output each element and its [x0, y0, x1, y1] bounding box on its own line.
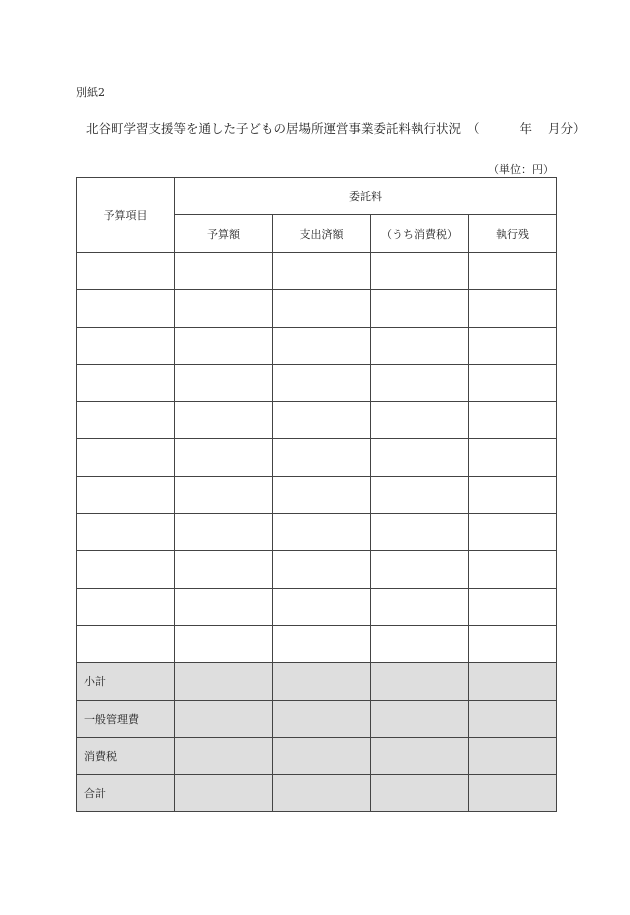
period-month: 月分） [548, 121, 586, 136]
table-cell [175, 290, 273, 327]
table-cell [273, 327, 371, 364]
table-cell [371, 625, 469, 662]
summary-label: 一般管理費 [77, 700, 175, 737]
table-cell [175, 625, 273, 662]
table-cell [77, 364, 175, 401]
summary-cell [175, 663, 273, 700]
table-row [77, 290, 557, 327]
header-budget-item: 予算項目 [77, 178, 175, 253]
table-row [77, 588, 557, 625]
table-row [77, 253, 557, 290]
table-cell [371, 439, 469, 476]
header-remaining: 執行残 [469, 215, 557, 253]
table-cell [469, 514, 557, 551]
table-cell [469, 476, 557, 513]
table-row [77, 551, 557, 588]
table-cell [175, 402, 273, 439]
unit-note: （単位：円） [488, 163, 554, 176]
summary-cell [371, 700, 469, 737]
header-commission-fee: 委託料 [175, 178, 557, 215]
table-cell [175, 364, 273, 401]
summary-cell [273, 663, 371, 700]
table-cell [175, 476, 273, 513]
attachment-label: 別紙2 [76, 86, 105, 99]
table-row [77, 514, 557, 551]
summary-label: 小計 [77, 663, 175, 700]
table-cell [371, 290, 469, 327]
table-cell [77, 625, 175, 662]
header-row-1 [77, 178, 557, 215]
table-cell [273, 253, 371, 290]
table-cell [175, 514, 273, 551]
summary-cell [175, 775, 273, 812]
table-cell [273, 364, 371, 401]
table-cell [77, 290, 175, 327]
table-cell [175, 551, 273, 588]
summary-cell [371, 737, 469, 774]
table-cell [77, 551, 175, 588]
summary-cell [175, 700, 273, 737]
summary-row [77, 663, 557, 700]
summary-cell [371, 663, 469, 700]
table-cell [175, 439, 273, 476]
summary-row [77, 737, 557, 774]
table-cell [175, 588, 273, 625]
table-cell [273, 402, 371, 439]
header-paid-amount: 支出済額 [273, 215, 371, 253]
table-cell [77, 439, 175, 476]
table-cell [371, 514, 469, 551]
table-cell [469, 439, 557, 476]
table-cell [469, 253, 557, 290]
summary-cell [469, 700, 557, 737]
summary-cell [469, 775, 557, 812]
period-year: 年 [519, 121, 533, 136]
table-cell [469, 402, 557, 439]
table-cell [371, 327, 469, 364]
table-row [77, 327, 557, 364]
table-cell [175, 253, 273, 290]
table-cell [469, 364, 557, 401]
table-cell [77, 253, 175, 290]
table-cell [469, 588, 557, 625]
table-cell [371, 402, 469, 439]
table-cell [77, 476, 175, 513]
document-title [86, 119, 586, 137]
summary-label: 合計 [77, 775, 175, 812]
summary-cell [175, 737, 273, 774]
summary-cell [371, 775, 469, 812]
table-cell [371, 551, 469, 588]
table-cell [273, 514, 371, 551]
table-cell [469, 327, 557, 364]
table-cell [469, 551, 557, 588]
table-cell [273, 588, 371, 625]
summary-cell [273, 775, 371, 812]
table-cell [371, 476, 469, 513]
table-cell [469, 625, 557, 662]
summary-cell [273, 700, 371, 737]
header-budget-amount: 予算額 [175, 215, 273, 253]
table-cell [273, 290, 371, 327]
table-cell [273, 551, 371, 588]
header-consumption-tax: （うち消費税） [371, 215, 469, 253]
table-cell [469, 290, 557, 327]
table-cell [77, 514, 175, 551]
table-cell [371, 364, 469, 401]
table-cell [273, 439, 371, 476]
table-cell [273, 625, 371, 662]
summary-cell [469, 737, 557, 774]
table-row [77, 439, 557, 476]
table-row [77, 625, 557, 662]
table-cell [77, 402, 175, 439]
table-cell [371, 588, 469, 625]
summary-row [77, 775, 557, 812]
execution-table [76, 177, 557, 812]
period-open: （ [467, 121, 480, 136]
title-text: 北谷町学習支援等を通した子どもの居場所運営事業委託料執行状況 [86, 121, 462, 136]
summary-cell [273, 737, 371, 774]
table-cell [175, 327, 273, 364]
table-cell [77, 588, 175, 625]
table-row [77, 476, 557, 513]
summary-label: 消費税 [77, 737, 175, 774]
table-cell [77, 327, 175, 364]
table-cell [371, 253, 469, 290]
table-row [77, 364, 557, 401]
summary-row [77, 700, 557, 737]
table-row [77, 402, 557, 439]
table-cell [273, 476, 371, 513]
summary-cell [469, 663, 557, 700]
